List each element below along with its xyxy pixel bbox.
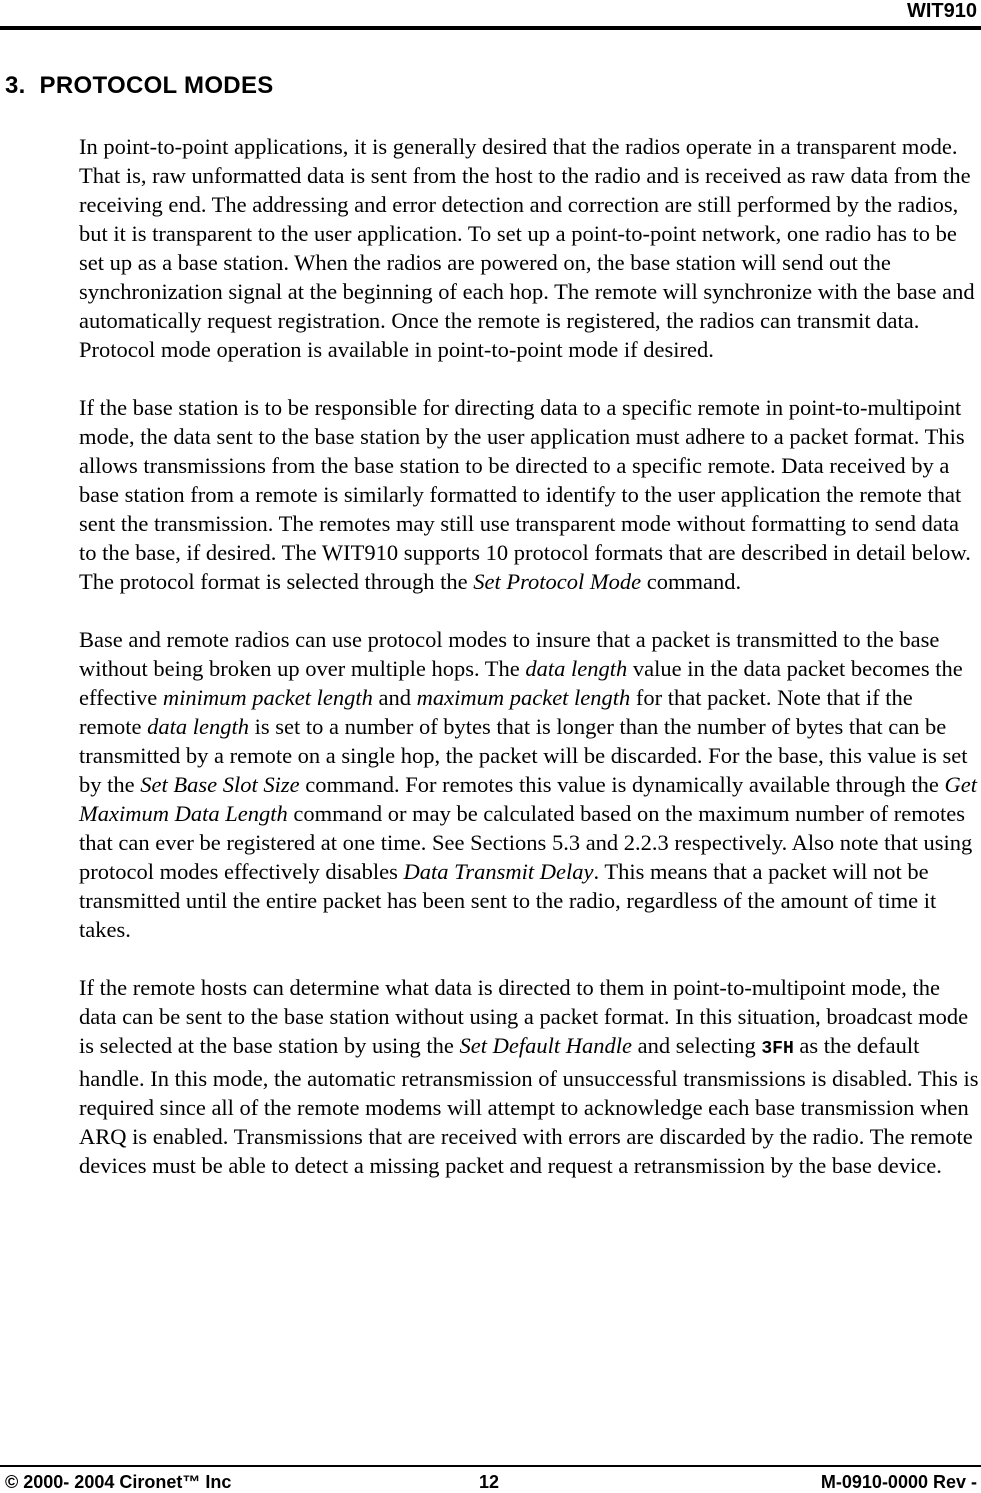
paragraph	[79, 132, 979, 364]
document-title: WIT910	[906, 0, 977, 22]
footer-copyright: © 2000- 2004 Cironet™ Inc	[5, 1472, 232, 1492]
command-name: Set Base Slot Size	[140, 772, 300, 797]
body-text	[79, 132, 979, 1209]
paragraph-text: command or may be calculated based on the maximum number of remotes that can ever be registered at one time. See Sections 5.3 and 2.2.3 respectively. Also note that using protocol modes effectively disables	[79, 801, 973, 884]
term: data length	[147, 714, 249, 739]
paragraph-text: and	[372, 685, 417, 710]
paragraph-text: Base and remote radios can use protocol modes to insure that a packet is transmitted to the base without being broken up over multiple hops. The	[79, 627, 940, 681]
handle-code: 3FH	[761, 1039, 794, 1059]
paragraph-text: and selecting	[632, 1033, 762, 1058]
paragraph-text: as the default handle. In this mode, the automatic retransmission of unsuccessful transmissions is disabled. This is required since all of the remote modems will attempt to acknowledge each base transmission when ARQ is enabled. Transmissions that are received with errors are discarded by the radio. The remote devices must be able to detect a missing packet and request a retransmission by the base device.	[79, 1033, 979, 1178]
paragraph-text: command.	[641, 569, 742, 594]
header-rule	[0, 26, 981, 30]
term: maximum packet length	[416, 685, 631, 710]
paragraph-text: If the remote hosts can determine what data is directed to them in point-to-multipoint mode, the data can be sent to the base station without using a packet format. In this situation, broadcast mode is selected at the base station by using the	[79, 975, 969, 1058]
paragraph	[79, 393, 979, 596]
term: Data Transmit Delay	[403, 859, 594, 884]
paragraph-text: . This means that a packet will not be transmitted until the entire packet has been sent to the radio, regardless of the amount of time it takes.	[79, 859, 937, 942]
paragraph-text: command. For remotes this value is dynamically available through the	[299, 772, 945, 797]
term: minimum packet length	[162, 685, 373, 710]
paragraph-text: In point-to-point applications, it is generally desired that the radios operate in a transparent mode. That is, raw unformatted data is sent from the host to the radio and is received as raw data from the receiving end. The addressing and error detection and correction are still performed by the radios, but it is transparent to the user application. To set up a point-to-point network, one radio has to be set up as a base station. When the radios are powered on, the base station will send out the synchronization signal at the beginning of each hop. The remote will synchronize with the base and automatically request registration. Once the remote is registered, the radios can transmit data. Protocol mode operation is available in point-to-point mode if desired.	[79, 134, 975, 362]
command-name: Set Default Handle	[459, 1033, 633, 1058]
paragraph	[79, 625, 979, 944]
section-heading: 3. PROTOCOL MODES	[5, 72, 274, 99]
footer-doc-id: M-0910-0000 Rev -	[820, 1472, 977, 1492]
paragraph-text: If the base station is to be responsible for directing data to a specific remote in point-to-multipoint mode, the data sent to the base station by the user application must adhere to a packet format. This allows transmissions from the base station to be directed to a specific remote. Data received by a base station from a remote is similarly formatted to identify to the user application the remote that sent the transmission. The remotes may still use transparent mode without formatting to send data to the base, if desired. The WIT910 supports 10 protocol formats that are described in detail below. The protocol format is selected through the	[79, 395, 971, 594]
term: data length	[525, 656, 628, 681]
paragraph-text: for that packet. Note that if the remote	[79, 685, 913, 739]
paragraph-text: value in the data packet becomes the effective	[79, 656, 963, 710]
footer-rule	[0, 1465, 981, 1467]
command-name: Set Protocol Mode	[473, 569, 642, 594]
footer-page-number: 12	[479, 1472, 500, 1492]
paragraph-text: is set to a number of bytes that is longer than the number of bytes that can be transmitted by a remote on a single hop, the packet will be discarded. For the base, this value is set by the	[79, 714, 968, 797]
paragraph	[79, 973, 979, 1180]
command-name: Get Maximum Data Length	[79, 772, 977, 826]
